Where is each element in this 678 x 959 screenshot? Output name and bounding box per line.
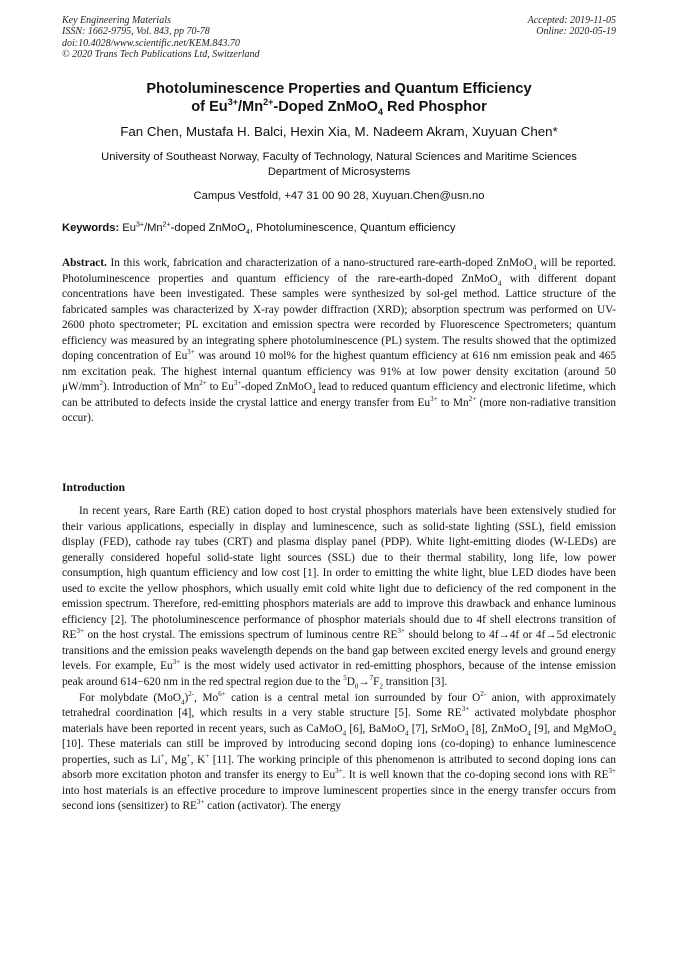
abstract	[62, 256, 616, 427]
journal-name: Key Engineering Materials	[62, 15, 171, 26]
affiliation-line-1: University of Southeast Norway, Faculty of Technology, Natural Sciences and Maritime Sciences	[101, 151, 577, 163]
contact-info: Campus Vestfold, +47 31 00 90 28, Xuyuan.Chen@usn.no	[193, 190, 485, 203]
intro-paragraph-2: For molybdate $(MoO_4)^{2-}$, $Mo^{6+}$ cation is a central metal ion surrounded by four $O^{2-}$ anion, with approximately tetrahedral coordination [4], which results in a very stable structure [5]. Some $RE^{3+}$ activated molybdate phosphor materials have been reported in recent years, such as CaMoO$_4$ [6], BaMoO$_4$ [7], SrMoO$_4$ [8], ZnMoO$_4$ [9], and MgMoO$_4$ [10]. These materials can still be improved by introducing second doping ions (co-doping) to enhance luminescence properties, such as Li+, Mg+, K+ [11]. The working principle of this phenomenon is attributed to second doping ions can absorb more excitation photon and transfer its energy to $Eu^{3+}$. It is well known that the co-doping second ions with $RE^{3+}$ into host materials is an effective procedure to improve luminescent properties since in the energy transfer occurs from second ions (sensitizer) to $RE^{3+}$ cation (activator). The energy	[62, 689, 617, 813]
keywords-label: Keywords:	[62, 222, 120, 234]
introduction-body	[62, 504, 616, 815]
affiliation-line-2: Department of Microsystems	[267, 166, 411, 179]
introduction-heading: Introduction	[62, 481, 125, 494]
accepted-date: Accepted: 2019-11-05	[527, 15, 616, 26]
online-date: Online: 2020-05-19	[536, 26, 616, 38]
author-list: Fan Chen, Mustafa H. Balci, Hexin Xia, M. Nadeem Akram, Xuyuan Chen*	[120, 124, 558, 139]
abstract-label: Abstract.	[62, 257, 107, 269]
title-line-1: Photoluminescence Properties and Quantum Efficiency	[146, 81, 532, 97]
title-line-2: of $Eu^{3+}/Mn^{2+}$-Doped ZnMoO$_4$ Red Phosphor	[191, 97, 487, 117]
issn-volume: ISSN: 1662-9795, Vol. 843, pp 70-78	[62, 26, 210, 38]
intro-paragraph-1: In recent years, Rare Earth (RE) cation doped to host crystal phosphors materials have been extensively studied for their various applications, especially in display and luminescence, such as solid-state lighting (SSL), field emission display (FED), cathode ray tubes (CRT) and plasma display panel (PDP). White light-emitting diodes (W-LEDs) are generally considered hopeful solid-state light sources (SSL) due to their thermal stability, long life, low power consumption, high quantum efficiency and low cost [1]. In order to emitting the white light, blue LED diodes have been used to excite the yellow phosphors, which usually emit cold white light due to deficiency of the red component in the emission spectrum. Therefore, red-emitting phosphors materials are add to improve this drawback and enhance luminous efficiency [2]. The photoluminescence performance of phosphor materials should due to 4f shell electrons transition of $RE^{3+}$ on the host crystal. The emissions spectrum of luminous centre $RE^{3+}$ should belong to 4f→4f or 4f→5d electronic transitions and the emission peaks wavelength depends on the band gap between excited energy levels and ground energy levels. For example, $Eu^{3+}$ is the most widely used activator in red-emitting phosphors, because of the intense emission peak around 614−620 nm in the red spectral region due to the $^5D_0\to^7F_2$ transition [3].	[62, 505, 616, 691]
affiliation	[62, 150, 616, 205]
doi[interactable]: doi:10.4028/www.scientific.net/KEM.843.70	[62, 37, 240, 49]
abstract-paragraph: Abstract. In this work, fabrication and characterization of a nano-structured rare-earth-doped ZnMoO$_4$ will be reported. Photoluminescence properties and quantum efficiency of the rare-earth-doped ZnMoO$_4$ with different dopant concentrations have been investigated. These samples were synthesized by sol-gel method. Lattice structure of the fabricated samples was characterized by X-ray powder diffraction (XRD); absorption spectrum was performed on UV-2600 photo spectrometer; PL excitation and emission spectra were recorded by Fluorescence Spectrometers; quantum efficiency was measured by an integrating sphere photoluminescence (PL) system. The results showed that the optimized doping concentration of $Eu^{3+}$ was around 10 mol% for the highest quantum efficiency at 616 nm emission peak and 465 nm excitation peak. The highest internal quantum efficiency was 91% at low power density excitation (around 50 $\mu W/mm^2$). Introduction of $Mn^{2+}$ to $Eu^{3+}$-doped ZnMoO$_4$ lead to reduced quantum efficiency and electronic lifetime, which can be attributed to defects inside the crystal lattice and energy transfer from $Eu^{3+}$ to $Mn^{2+}$ (more non-radiative transition occur).	[62, 257, 617, 425]
keywords: Keywords: $Eu^{3+}/Mn^{2+}$-doped ZnMoO$_4$, Photoluminescence, Quantum efficiency	[62, 221, 456, 237]
paper-title	[62, 80, 616, 116]
publication-info	[62, 15, 260, 61]
publication-dates	[528, 15, 616, 38]
copyright: © 2020 Trans Tech Publications Ltd, Switzerland	[62, 49, 260, 61]
